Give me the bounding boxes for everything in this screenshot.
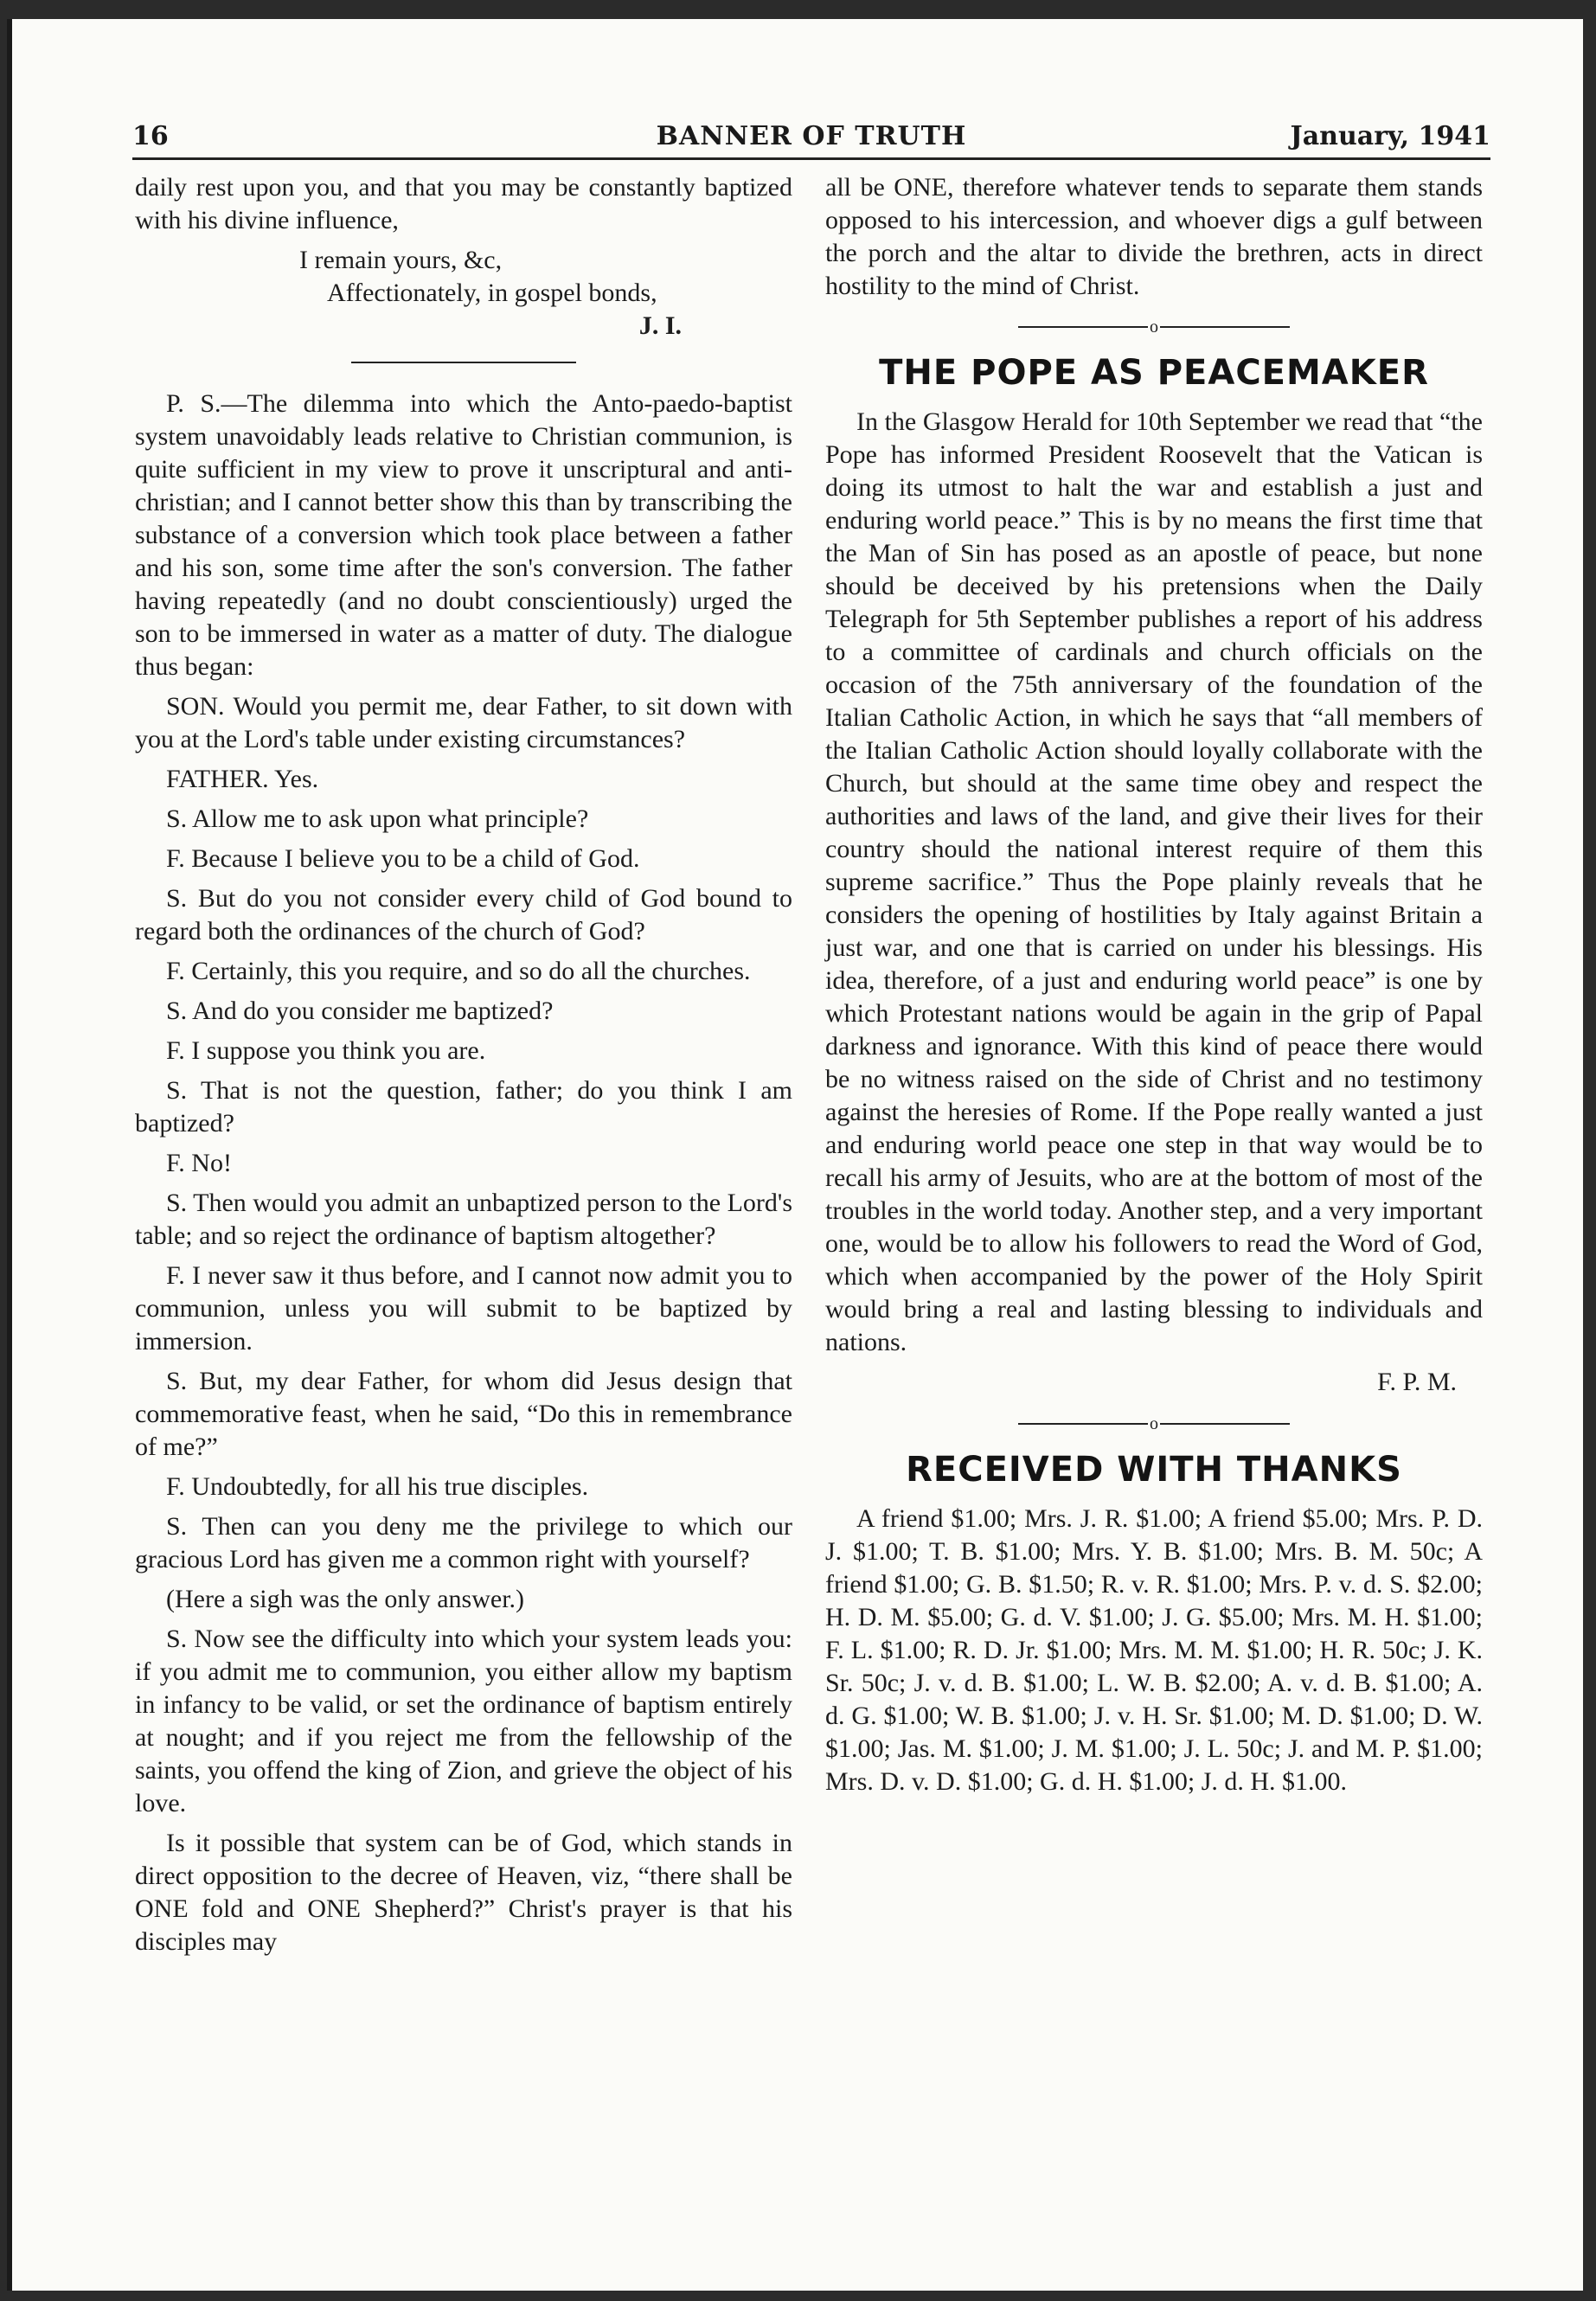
ornament-mark: o — [1150, 317, 1158, 337]
thanks-title: RECEIVED WITH THANKS — [906, 1449, 1402, 1490]
dialogue-line: F. I suppose you think you are. — [166, 1036, 486, 1065]
ornament-line — [1160, 1423, 1290, 1425]
closing-line-2: Affectionately, in gospel bonds, — [327, 279, 657, 307]
dialogue-line: F. No! — [166, 1149, 232, 1177]
dialogue-line: S. But, my dear Father, for whom did Jesus design that commemorative feast, when he said, “Do this in remembrance of me?” — [135, 1367, 792, 1461]
right-column — [825, 171, 1483, 1805]
dialogue-line: S. That is not the question, father; do you think I am baptized? — [135, 1076, 792, 1138]
header-rule — [132, 157, 1490, 160]
final-paragraph: Is it possible that system can be of God, which stands in direct opposition to the decree of Heaven, viz, “there shall be ONE fold and ONE Shepherd?” Christ's prayer is that his disciples may — [135, 1829, 792, 1956]
dialogue-line: (Here a sigh was the only answer.) — [166, 1585, 525, 1613]
ornament-line — [1018, 1423, 1148, 1425]
left-column — [135, 171, 792, 1965]
dialogue-line: FATHER. Yes. — [166, 765, 319, 793]
letter-opening: daily rest upon you, and that you may be constantly baptized with his divine influence, — [135, 173, 792, 234]
continuation-paragraph: all be ONE, therefore whatever tends to separate them stands opposed to his intercession, and whoever digs a gulf between the porch and the altar to divide the brethren, acts in direct hostility to the mind of Christ. — [825, 173, 1483, 300]
page-header — [132, 121, 1490, 156]
dialogue-line: F. I never saw it thus before, and I cannot now admit you to communion, unless you will submit to be baptized by immersion. — [135, 1261, 792, 1356]
ornament-line — [1018, 326, 1148, 328]
article-signature: F. P. M. — [1377, 1368, 1457, 1397]
closing-line-1: I remain yours, &c, — [299, 246, 503, 274]
article-body: In the Glasgow Herald for 10th September we read that “the Pope has informed President Roosevelt that the Vatican is doing its utmost to halt the war and establish a just and enduring world peace.” This is by no means the first time that the Man of Sin has posed as an apostle of peace, but none should be deceived by his pretensions when the Daily Telegraph for 5th September publishes a report of his address to a committee of cardinals and church officials on the occasion of the 75th anniversary of the foundation of the Italian Catholic Action, in which he says that “all members of the Italian Catholic Action should loyally collaborate with the Church, but should at the same time obey and respect the authorities and laws of the land, and give their lives for their country should the national interest require of them this supreme sacrifice.” Thus the Pope plainly reveals that he considers the opening of hostilities by Italy against Britain a just war, and one that is carried on under his blessings. His idea, therefore, of a just and enduring world peace” is one by which Protestant nations would be again in the grip of Papal darkness and ignorance. With this kind of peace there would be no witness raised on the side of Christ and no testimony against the heresies of Rome. If the Pope really wanted a just and enduring world peace one step in that way would be to recall his army of Jesuits, who are at the bottom of most of the troubles in the world today. Another step, and a very important one, would be to allow his followers to read the Word of God, which when accompanied by the power of the Holy Spirit would bring a real and lasting blessing to individuals and nations. — [825, 407, 1483, 1357]
ornament-divider — [825, 1409, 1483, 1436]
ornament-line — [1160, 326, 1290, 328]
scan-edge — [7, 19, 12, 2291]
dialogue-line: F. Undoubtedly, for all his true disciples. — [166, 1472, 589, 1501]
ornament-divider — [825, 313, 1483, 340]
dialogue-line: S. Allow me to ask upon what principle? — [166, 804, 589, 833]
article-title: THE POPE AS PEACEMAKER — [879, 353, 1429, 394]
closing-initials: J. I. — [638, 311, 682, 340]
ornament-mark: o — [1150, 1413, 1158, 1433]
magazine-page — [7, 19, 1583, 2291]
publication-title: BANNER OF TRUTH — [656, 121, 967, 151]
dialogue-line: S. And do you consider me baptized? — [166, 997, 554, 1025]
dialogue-line: S. Then would you admit an unbaptized person to the Lord's table; and so reject the ordinance of baptism altogether? — [135, 1189, 792, 1250]
dialogue — [135, 690, 792, 1820]
dialogue-line: S. Now see the difficulty into which your system leads you: if you admit me to communion, you either allow my baptism in infancy to be valid, or set the ordinance of baptism entirely at nought; and if you reject me from the fellowship of the saints, you offend the king of Zion, and grieve the object of his love. — [135, 1625, 792, 1817]
dialogue-line: S. But do you not consider every child of God bound to regard both the ordinances of the church of God? — [135, 884, 792, 945]
dialogue-line: SON. Would you permit me, dear Father, to sit down with you at the Lord's table under existing circumstances? — [135, 692, 792, 753]
dialogue-line: F. Certainly, this you require, and so do all the churches. — [166, 957, 751, 985]
issue-date: January, 1941 — [1290, 121, 1490, 151]
thanks-list: A friend $1.00; Mrs. J. R. $1.00; A friend $5.00; Mrs. P. D. J. $1.00; T. B. $1.00; Mrs. Y. B. $1.00; Mrs. B. M. 50c; A friend $1.00; G. B. $1.50; R. v. R. $1.00; Mrs. P. v. d. S. $2.00; H. D. M. $5.00; G. d. V. $1.00; J. G. $5.00; Mrs. M. H. $1.00; F. L. $1.00; R. D. Jr. $1.00; Mrs. M. M. $1.00; H. R. 50c; J. K. Sr. 50c; J. v. d. B. $1.00; L. W. B. $2.00; A. v. d. B. $1.00; A. d. G. $1.00; W. B. $1.00; J. v. H. Sr. $1.00; M. D. $1.00; D. W. $1.00; Jas. M. $1.00; J. M. $1.00; J. L. 50c; J. and M. P. $1.00; Mrs. D. v. D. $1.00; G. d. H. $1.00; J. d. H. $1.00. — [825, 1503, 1483, 1796]
page-number: 16 — [132, 121, 169, 151]
dialogue-line: F. Because I believe you to be a child of God. — [166, 844, 640, 873]
letter-closing — [135, 244, 792, 343]
postscript: P. S.—The dilemma into which the Anto-paedo-baptist system unavoidably leads relative to Christian communion, is quite sufficient in my view to prove it unscriptural and anti-christian; and I cannot better show this than by transcribing the substance of a conversion which took place between a father and his son, some time after the son's conversion. The father having repeatedly (and no doubt conscientiously) urged the son to be immersed in water as a matter of duty. The dialogue thus began: — [135, 389, 792, 681]
dialogue-line: S. Then can you deny me the privilege to which our gracious Lord has given me a common right with yourself? — [135, 1512, 792, 1574]
section-divider — [351, 362, 576, 363]
